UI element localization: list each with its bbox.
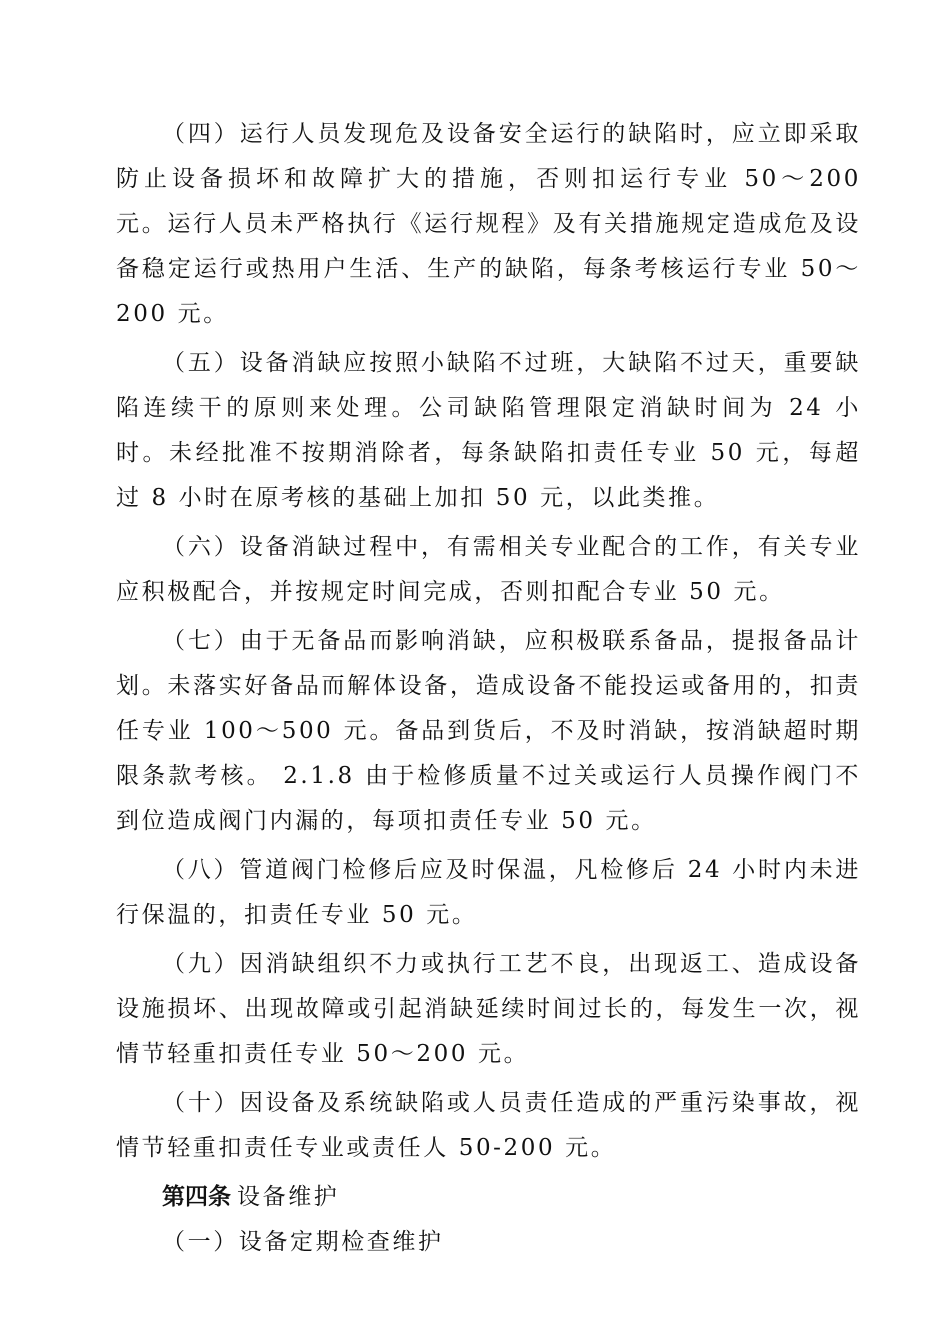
paragraph-item-9: （九）因消缺组织不力或执行工艺不良，出现返工、造成设备设施损坏、出现故障或引起消缺延续时间过长的，每发生一次，视情节轻重扣责任专业 50～200 元。 xyxy=(116,951,861,1067)
article-label: 第四条 xyxy=(162,1184,231,1210)
paragraph-item-4: （四）运行人员发现危及设备安全运行的缺陷时，应立即采取防止设备损坏和故障扩大的措施，否则扣运行专业 50～200 元。运行人员未严格执行《运行规程》及有关措施规定造成危及设备稳定运行或热用户生活、生产的缺陷，每条考核运行专业 50～200 元。 xyxy=(116,121,861,327)
paragraph-item-10: （十）因设备及系统缺陷或人员责任造成的严重污染事故，视情节轻重扣责任专业或责任人 50-200 元。 xyxy=(116,1090,861,1161)
paragraph-item-6: （六）设备消缺过程中，有需相关专业配合的工作，有关专业应积极配合，并按规定时间完成，否则扣配合专业 50 元。 xyxy=(116,534,861,605)
paragraph-item-8: （八）管道阀门检修后应及时保温，凡检修后 24 小时内未进行保温的，扣责任专业 50 元。 xyxy=(116,857,861,928)
article-title: 设备维护 xyxy=(237,1184,340,1210)
paragraph-item-7: （七）由于无备品而影响消缺，应积极联系备品，提报备品计划。未落实好备品而解体设备，造成设备不能投运或备用的，扣责任专业 100～500 元。备品到货后，不及时消缺，按消缺超时期限条款考核。 2.1.8 由于检修质量不过关或运行人员操作阀门不到位造成阀门内漏的，每项扣责任专业 50 元。 xyxy=(116,628,861,834)
paragraph-item-5: （五）设备消缺应按照小缺陷不过班，大缺陷不过天，重要缺陷连续干的原则来处理。公司缺陷管理限定消缺时间为 24 小时。未经批准不按期消除者，每条缺陷扣责任专业 50 元，每超过 8 小时在原考核的基础上加扣 50 元，以此类推。 xyxy=(116,350,861,511)
document-page xyxy=(116,112,861,1265)
subsection-heading: （一）设备定期检查维护 xyxy=(162,1229,444,1255)
article-heading xyxy=(116,1175,861,1220)
